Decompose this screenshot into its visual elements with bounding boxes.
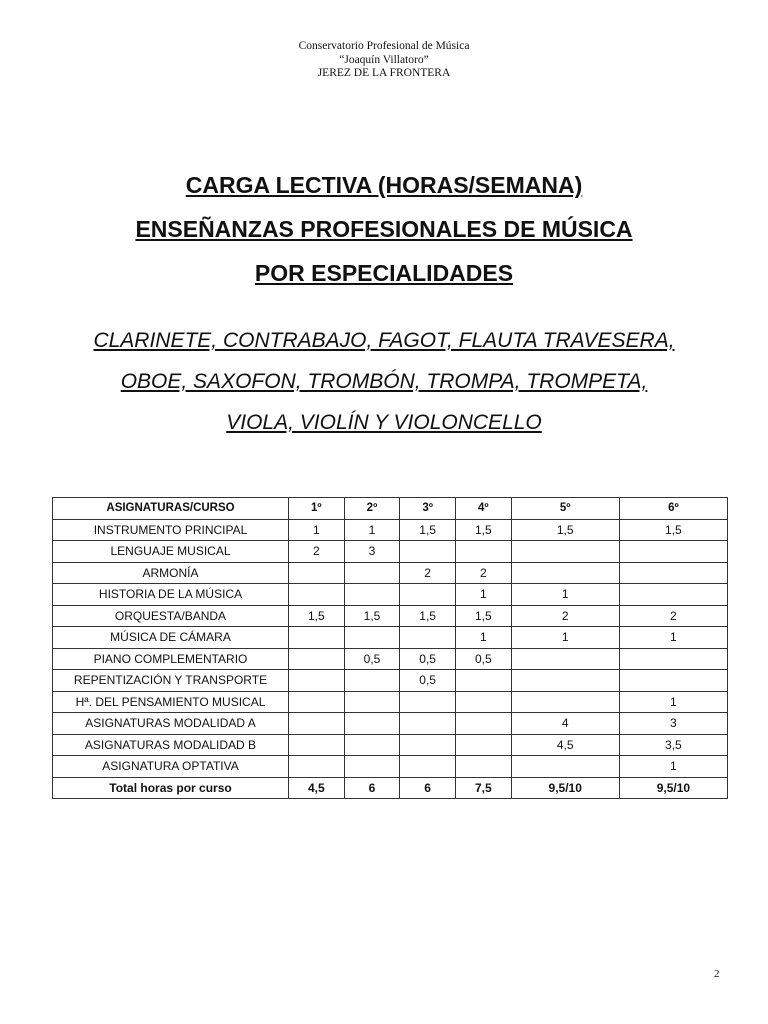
total-hours-cell: 4,5: [289, 777, 345, 799]
hours-cell: 1,5: [400, 605, 456, 627]
hours-cell: 4: [511, 713, 619, 735]
hours-cell: 2: [289, 541, 345, 563]
hours-cell: [344, 734, 400, 756]
total-hours-cell: 9,5/10: [619, 777, 727, 799]
column-header-course-1: 1º: [289, 498, 345, 520]
hours-cell: [400, 691, 456, 713]
subject-cell: INSTRUMENTO PRINCIPAL: [53, 519, 289, 541]
total-label-cell: Total horas por curso: [53, 777, 289, 799]
hours-cell: 0,5: [344, 648, 400, 670]
hours-cell: 2: [455, 562, 511, 584]
hours-cell: [455, 734, 511, 756]
subject-cell: ORQUESTA/BANDA: [53, 605, 289, 627]
hours-cell: [511, 562, 619, 584]
hours-cell: [289, 713, 345, 735]
hours-cell: 1: [619, 627, 727, 649]
hours-cell: 2: [511, 605, 619, 627]
hours-cell: 1,5: [455, 605, 511, 627]
table-row: [53, 713, 728, 735]
subject-cell: ASIGNATURAS MODALIDAD B: [53, 734, 289, 756]
hours-cell: [289, 648, 345, 670]
subject-cell: LENGUAJE MUSICAL: [53, 541, 289, 563]
subject-cell: ASIGNATURAS MODALIDAD A: [53, 713, 289, 735]
subject-cell: Hª. DEL PENSAMIENTO MUSICAL: [53, 691, 289, 713]
header-city: JEREZ DE LA FRONTERA: [317, 67, 451, 79]
hours-cell: 1,5: [511, 519, 619, 541]
total-hours-cell: 6: [344, 777, 400, 799]
hours-cell: [619, 541, 727, 563]
hours-cell: 0,5: [400, 648, 456, 670]
table-header-row: [53, 498, 728, 520]
subject-cell: HISTORIA DE LA MÚSICA: [53, 584, 289, 606]
specialties-list: [0, 320, 768, 443]
column-header-course-4: 4º: [455, 498, 511, 520]
hours-cell: [289, 734, 345, 756]
table-total-row: [53, 777, 728, 799]
subject-cell: MÚSICA DE CÁMARA: [53, 627, 289, 649]
hours-cell: [511, 541, 619, 563]
hours-cell: 2: [619, 605, 727, 627]
hours-cell: [344, 691, 400, 713]
title-line-2: ENSEÑANZAS PROFESIONALES DE MÚSICA: [135, 216, 633, 242]
hours-cell: [289, 691, 345, 713]
hours-cell: [289, 670, 345, 692]
table-row: [53, 648, 728, 670]
hours-cell: [511, 756, 619, 778]
table-row: [53, 756, 728, 778]
specialties-line-2: OBOE, SAXOFON, TROMBÓN, TROMPA, TROMPETA,: [120, 370, 648, 393]
specialties-line-1: CLARINETE, CONTRABAJO, FAGOT, FLAUTA TRAVESERA,: [93, 329, 675, 352]
table-row: [53, 734, 728, 756]
hours-cell: [400, 541, 456, 563]
hours-cell: [344, 670, 400, 692]
hours-cell: [344, 713, 400, 735]
title-line-1: CARGA LECTIVA (HORAS/SEMANA): [185, 172, 583, 198]
subject-cell: ARMONÍA: [53, 562, 289, 584]
hours-cell: 1: [511, 584, 619, 606]
hours-cell: 4,5: [511, 734, 619, 756]
header-institution: Conservatorio Profesional de Música: [298, 40, 470, 52]
table-row: [53, 541, 728, 563]
hours-cell: [289, 756, 345, 778]
hours-cell: 3,5: [619, 734, 727, 756]
hours-cell: 1: [344, 519, 400, 541]
table-row: [53, 627, 728, 649]
hours-cell: 0,5: [455, 648, 511, 670]
hours-cell: 2: [400, 562, 456, 584]
hours-cell: [511, 648, 619, 670]
hours-cell: [511, 670, 619, 692]
hours-cell: 1: [289, 519, 345, 541]
hours-cell: [344, 756, 400, 778]
column-header-course-3: 3º: [400, 498, 456, 520]
hours-cell: [455, 691, 511, 713]
hours-cell: 1,5: [289, 605, 345, 627]
title-line-3: POR ESPECIALIDADES: [254, 260, 514, 286]
column-header-course-5: 5º: [511, 498, 619, 520]
hours-cell: [289, 562, 345, 584]
hours-cell: [619, 562, 727, 584]
hours-cell: [455, 670, 511, 692]
subject-cell: REPENTIZACIÓN Y TRANSPORTE: [53, 670, 289, 692]
hours-cell: [455, 541, 511, 563]
hours-cell: 1: [455, 627, 511, 649]
table-body: [53, 519, 728, 799]
hours-cell: 3: [344, 541, 400, 563]
hours-cell: 3: [619, 713, 727, 735]
hours-cell: 1: [619, 756, 727, 778]
hours-cell: [619, 670, 727, 692]
table-row: [53, 691, 728, 713]
column-header-subject: ASIGNATURAS/CURSO: [53, 498, 289, 520]
hours-cell: 1: [511, 627, 619, 649]
hours-cell: 1: [455, 584, 511, 606]
hours-cell: 1,5: [455, 519, 511, 541]
hours-cell: [400, 584, 456, 606]
table-row: [53, 605, 728, 627]
hours-cell: [400, 734, 456, 756]
hours-cell: 0,5: [400, 670, 456, 692]
hours-cell: 1,5: [344, 605, 400, 627]
subject-cell: PIANO COMPLEMENTARIO: [53, 648, 289, 670]
total-hours-cell: 7,5: [455, 777, 511, 799]
hours-cell: [400, 627, 456, 649]
hours-cell: [619, 648, 727, 670]
header-conservatory-name: “Joaquín Villatoro”: [339, 53, 429, 66]
hours-cell: [455, 713, 511, 735]
hours-cell: 1,5: [619, 519, 727, 541]
hours-cell: [455, 756, 511, 778]
hours-cell: [400, 713, 456, 735]
column-header-course-6: 6º: [619, 498, 727, 520]
table-row: [53, 562, 728, 584]
hours-cell: [344, 562, 400, 584]
hours-cell: [344, 584, 400, 606]
hours-cell: [619, 584, 727, 606]
total-hours-cell: 9,5/10: [511, 777, 619, 799]
hours-cell: [344, 627, 400, 649]
hours-cell: [511, 691, 619, 713]
table-row: [53, 584, 728, 606]
hours-cell: [400, 756, 456, 778]
hours-cell: [289, 627, 345, 649]
document-title: [0, 163, 768, 295]
page-number: 2: [714, 968, 720, 980]
hours-cell: 1: [619, 691, 727, 713]
table-row: [53, 519, 728, 541]
column-header-course-2: 2º: [344, 498, 400, 520]
total-hours-cell: 6: [400, 777, 456, 799]
table-row: [53, 670, 728, 692]
course-load-table: [52, 497, 728, 799]
hours-cell: [289, 584, 345, 606]
document-header: [0, 40, 768, 81]
subject-cell: ASIGNATURA OPTATIVA: [53, 756, 289, 778]
specialties-line-3: VIOLA, VIOLÍN Y VIOLONCELLO: [226, 411, 542, 434]
hours-cell: 1,5: [400, 519, 456, 541]
